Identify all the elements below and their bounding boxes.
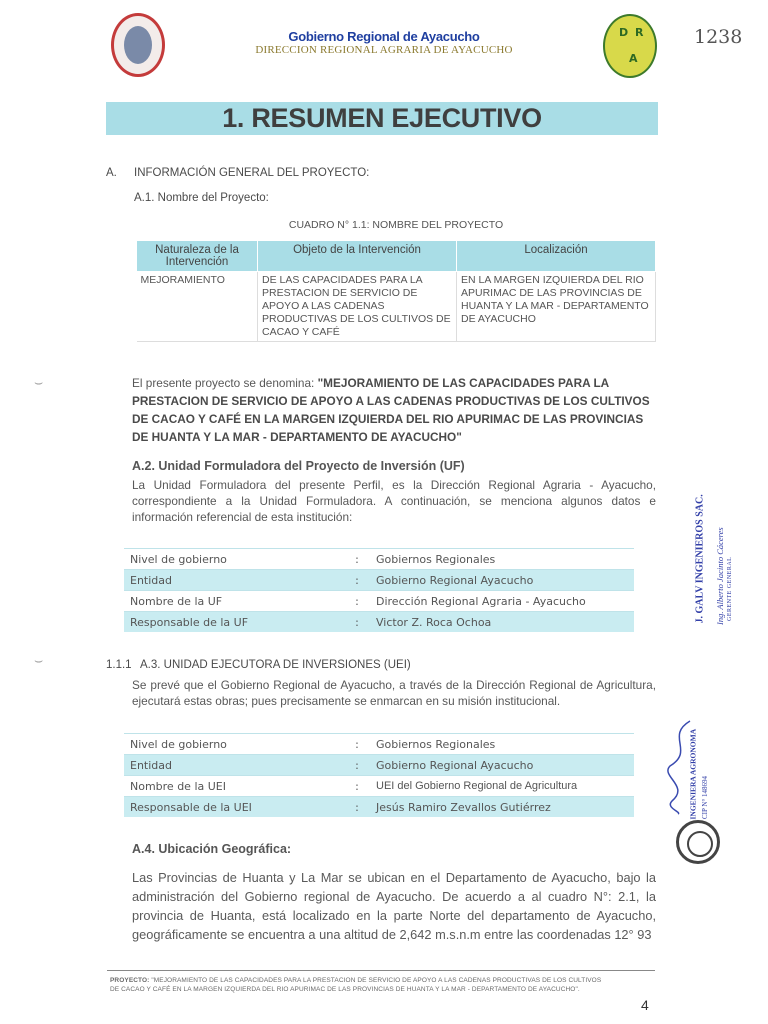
- uei-info-table: [124, 733, 634, 817]
- table-row: Entidad : Gobierno Regional Ayacucho: [124, 570, 634, 591]
- company-stamp: J. GALV INGENIEROS SAC. Ing. Alberto Jacinto Cáceres GERENTE GENERAL: [694, 494, 733, 625]
- section-a-letter: A.: [106, 167, 117, 179]
- table-row: Entidad : Gobierno Regional Ayacucho: [124, 755, 634, 776]
- table-row: Nombre de la UEI : UEI del Gobierno Regional de Agricultura: [124, 776, 634, 797]
- dra-logo: D R A: [603, 14, 657, 78]
- section-title: 1. RESUMEN EJECUTIVO: [222, 103, 542, 133]
- table-caption: CUADRO N° 1.1: NOMBRE DEL PROYECTO: [288, 219, 504, 231]
- subsection-a4-title: A.4. Ubicación Geográfica:: [132, 842, 292, 856]
- section-a-title: INFORMACIÓN GENERAL DEL PROYECTO:: [134, 167, 370, 179]
- official-seal-icon: [676, 820, 720, 864]
- table-header: Naturaleza de la Intervención: [137, 241, 258, 272]
- table-cell: MEJORAMIENTO: [137, 272, 258, 342]
- table-row: [137, 272, 656, 342]
- stamp-number: 1238: [694, 26, 743, 48]
- section-number: 1.1.1: [106, 659, 132, 671]
- header-title: Gobierno Regional de Ayacucho: [288, 29, 480, 44]
- table-header: Localización: [457, 241, 656, 272]
- a4-paragraph: Las Provincias de Huanta y La Mar se ubican en el Departamento de Ayacucho, bajo la administración del Gobierno regional de Ayacucho. De acuerdo a al cuadro N°: 2.1, la provincia de Huanta, está localizado en la parte Norte del departamento de Ayacucho, geográficamente se encuentra a una altitud de 2,642 m.s.n.m entre las coordenadas 12° 93: [132, 870, 656, 942]
- header-subtitle: DIRECCION REGIONAL AGRARIA DE AYACUCHO: [255, 44, 513, 56]
- subsection-a3-title: A.3. UNIDAD EJECUTORA DE INVERSIONES (UEI): [140, 659, 411, 671]
- margin-mark: ⌣: [34, 652, 44, 668]
- table-cell: DE LAS CAPACIDADES PARA LA PRESTACION DE SERVICIO DE APOYO A LAS CADENAS PRODUCTIVAS DE LOS CULTIVOS DE CACAO Y CAFÉ: [258, 272, 457, 342]
- project-name-table: [136, 240, 656, 342]
- subsection-a1-title: A.1. Nombre del Proyecto:: [134, 192, 269, 204]
- table-row: Responsable de la UF : Victor Z. Roca Ochoa: [124, 612, 634, 633]
- margin-mark: ⌣: [34, 374, 44, 390]
- table-cell: EN LA MARGEN IZQUIERDA DEL RIO APURIMAC DE LAS PROVINCIAS DE HUANTA Y LA MAR - DEPARTAMENTO DE AYACUCHO: [457, 272, 656, 342]
- a3-paragraph: Se prevé que el Gobierno Regional de Ayacucho, a través de la Dirección Regional de Agricultura, ejecutará estas obras; pues precisamente se enmarcan en su misión institucional.: [132, 678, 656, 708]
- project-name-bold: "MEJORAMIENTO DE LAS CAPACIDADES PARA LA PRESTACION DE SERVICIO DE APOYO A LAS CADENAS PRODUCTIVAS DE LOS CULTIVOS DE CACAO Y CAFÉ EN LA MARGEN IZQUIERDA DEL RIO APURIMAC DE LAS PROVINCIAS DE HUANTA Y LA MAR - DEPARTAMENTO DE AYACUCHO": [132, 376, 650, 444]
- table-header: Objeto de la Intervención: [258, 241, 457, 272]
- footer-divider: [107, 970, 655, 971]
- footer-text: PROYECTO: "MEJORAMIENTO DE LAS CAPACIDADES PARA LA PRESTACION DE SERVICIO DE APOYO A LAS CADENAS PRODUCTIVAS DE LOS CULTIVOS DE CACAO Y CAFÉ EN LA MARGEN IZQUIERDA DEL RIO APURIMAC DE LAS PROVINCIAS DE HUANTA Y LA MAR - DEPARTAMENTO DE AYACUCHO".: [110, 977, 602, 993]
- project-name-paragraph: [132, 374, 656, 446]
- page-number: 4: [641, 997, 649, 1013]
- uf-info-table: [124, 548, 634, 632]
- table-row: Nombre de la UF : Dirección Regional Agraria - Ayacucho: [124, 591, 634, 612]
- subsection-a2-title: A.2. Unidad Formuladora del Proyecto de Inversión (UF): [132, 459, 465, 473]
- table-row: Responsable de la UEI : Jesús Ramiro Zevallos Gutiérrez: [124, 797, 634, 818]
- a2-paragraph: La Unidad Formuladora del presente Perfil, es la Dirección Regional Agraria - Ayacucho, correspondiente a la Unidad Formuladora. A continuación, se menciona algunos datos e información referencial de esta institución:: [132, 478, 656, 524]
- table-row: Nivel de gobierno : Gobiernos Regionales: [124, 734, 634, 755]
- paragraph-intro: El presente proyecto se denomina:: [132, 376, 318, 390]
- table-row: Nivel de gobierno : Gobiernos Regionales: [124, 549, 634, 570]
- engineer-signature-stamp: INGENIERA AGRONOMA CIP N° 148694: [660, 712, 730, 822]
